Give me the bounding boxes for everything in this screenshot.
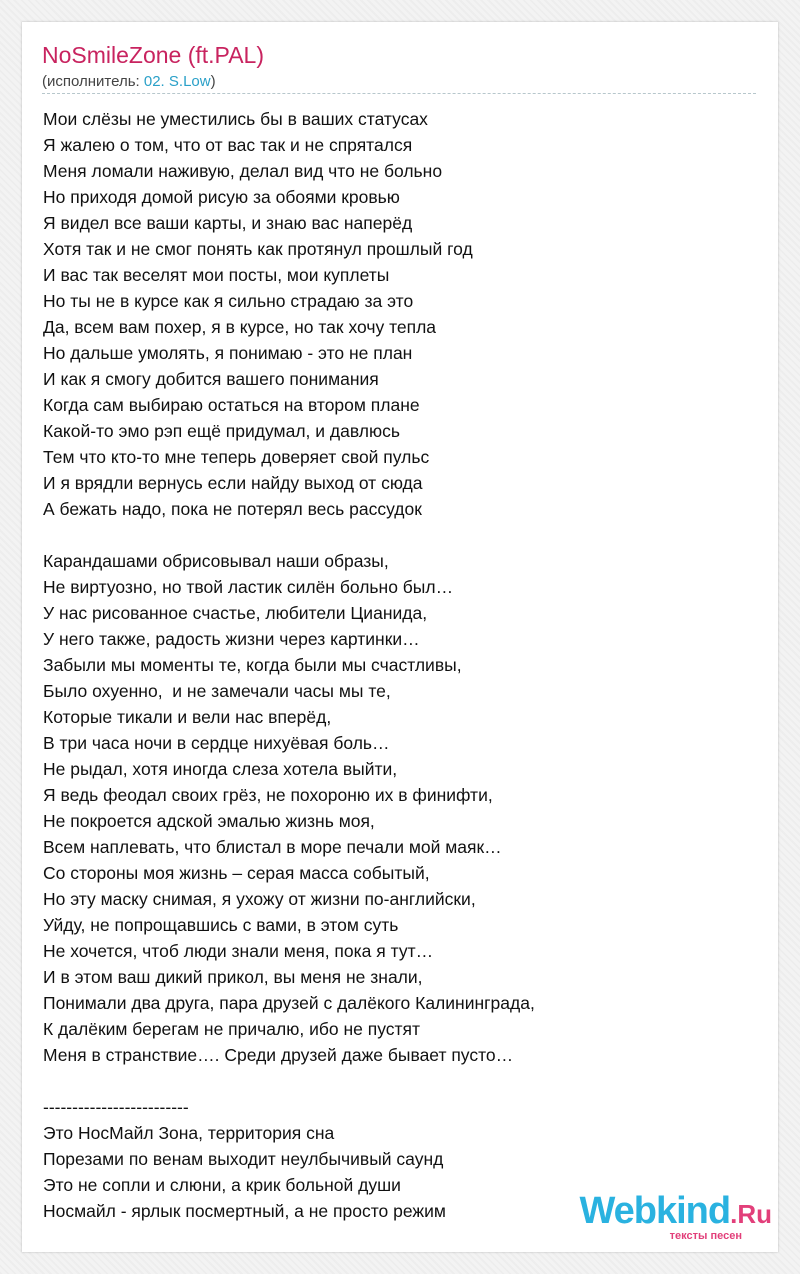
- lyric-line: Но эту маску снимая, я ухожу от жизни по-английски,: [43, 889, 476, 909]
- logo-main-text: Webkind: [579, 1190, 731, 1232]
- lyric-line: Уйду, не попрощавшись с вами, в этом суть: [43, 915, 399, 935]
- lyric-line: Да, всем вам похер, я в курсе, но так хочу тепла: [43, 317, 437, 337]
- lyric-line: Забыли мы моменты те, когда были мы счастливы,: [43, 655, 462, 675]
- lyric-line: Не хочется, чтоб люди знали меня, пока я тут…: [43, 941, 434, 961]
- logo-tagline: тексты песен: [669, 1230, 742, 1242]
- lyric-line: Это не сопли и слюни, а крик больной души: [43, 1175, 401, 1195]
- lyric-line: Я жалею о том, что от вас так и не спрятался: [43, 135, 413, 155]
- lyrics-text: [43, 106, 743, 1224]
- lyric-line: Хотя так и не смог понять как протянул прошлый год: [43, 239, 473, 259]
- lyric-line: Я видел все ваши карты, и знаю вас наперёд: [43, 213, 413, 233]
- lyric-line: Когда сам выбираю остаться на втором плане: [43, 395, 420, 415]
- lyric-line: Это НосМайл Зона, территория сна: [43, 1123, 335, 1143]
- lyric-line: Тем что кто-то мне теперь доверяет свой пульс: [43, 447, 430, 467]
- lyric-line: Порезами по венам выходит неулбычивый саунд: [43, 1149, 444, 1169]
- stanza-break: [43, 1068, 743, 1094]
- lyric-line: Которые тикали и вели нас вперёд,: [43, 707, 332, 727]
- lyric-line: Меня ломали наживую, делал вид что не больно: [43, 161, 443, 181]
- artist-suffix: ): [210, 73, 216, 90]
- lyric-line: Но дальше умолять, я понимаю - это не план: [43, 343, 413, 363]
- lyric-line: И в этом ваш дикий прикол, вы меня не знали,: [43, 967, 423, 987]
- lyric-line: Меня в странствие…. Среди друзей даже бывает пусто…: [43, 1045, 514, 1065]
- lyric-line: Носмайл - ярлык посмертный, а не просто режим: [43, 1201, 446, 1221]
- lyric-line: У нас рисованное счастье, любители Цианида,: [43, 603, 428, 623]
- lyric-line: У него также, радость жизни через картинки…: [43, 629, 420, 649]
- lyric-line: Со стороны моя жизнь – серая масса событый,: [43, 863, 430, 883]
- lyrics-card: [22, 22, 778, 1252]
- artist-line: [42, 73, 216, 90]
- lyric-line: Какой-то эмо рэп ещё придумал, и давлюсь: [43, 421, 400, 441]
- logo-tld: .Ru: [730, 1199, 772, 1229]
- lyric-line: Мои слёзы не уместились бы в ваших статусах: [43, 109, 428, 129]
- lyric-line: Всем наплевать, что блистал в море печали мой маяк…: [43, 837, 502, 857]
- lyric-line: Карандашами обрисовывал наши образы,: [43, 551, 389, 571]
- lyric-line: Не виртуозно, но твой ластик силён больно был…: [43, 577, 454, 597]
- lyric-line: И я врядли вернусь если найду выход от сюда: [43, 473, 423, 493]
- lyric-line: А бежать надо, пока не потерял весь рассудок: [43, 499, 422, 519]
- webkind-logo[interactable]: [572, 1191, 772, 1242]
- lyric-line: Но приходя домой рисую за обоями кровью: [43, 187, 400, 207]
- lyric-line: И вас так веселят мои посты, мои куплеты: [43, 265, 390, 285]
- lyric-line: К далёким берегам не причалю, ибо не пустят: [43, 1019, 421, 1039]
- song-title: NoSmileZone (ft.PAL): [42, 42, 264, 68]
- lyric-line: И как я смогу добится вашего понимания: [43, 369, 379, 389]
- lyric-line: Не рыдал, хотя иногда слеза хотела выйти,: [43, 759, 398, 779]
- lyric-line: Но ты не в курсе как я сильно страдаю за это: [43, 291, 414, 311]
- lyric-line: Понимали два друга, пара друзей с далёкого Калининграда,: [43, 993, 535, 1013]
- logo-wordmark: [572, 1191, 772, 1234]
- lyric-line: Я ведь феодал своих грёз, не похороню их в финифти,: [43, 785, 493, 805]
- lyric-line: -------------------------: [43, 1097, 189, 1117]
- title-divider: [42, 93, 756, 94]
- stanza-break: [43, 522, 743, 548]
- lyric-line: Не покроется адской эмалью жизнь моя,: [43, 811, 375, 831]
- lyric-line: В три часа ночи в сердце нихуёвая боль…: [43, 733, 390, 753]
- lyric-line: Было охуенно, и не замечали часы мы те,: [43, 681, 391, 701]
- artist-link[interactable]: 02. S.Low: [143, 73, 211, 90]
- artist-prefix: (исполнитель:: [42, 73, 144, 90]
